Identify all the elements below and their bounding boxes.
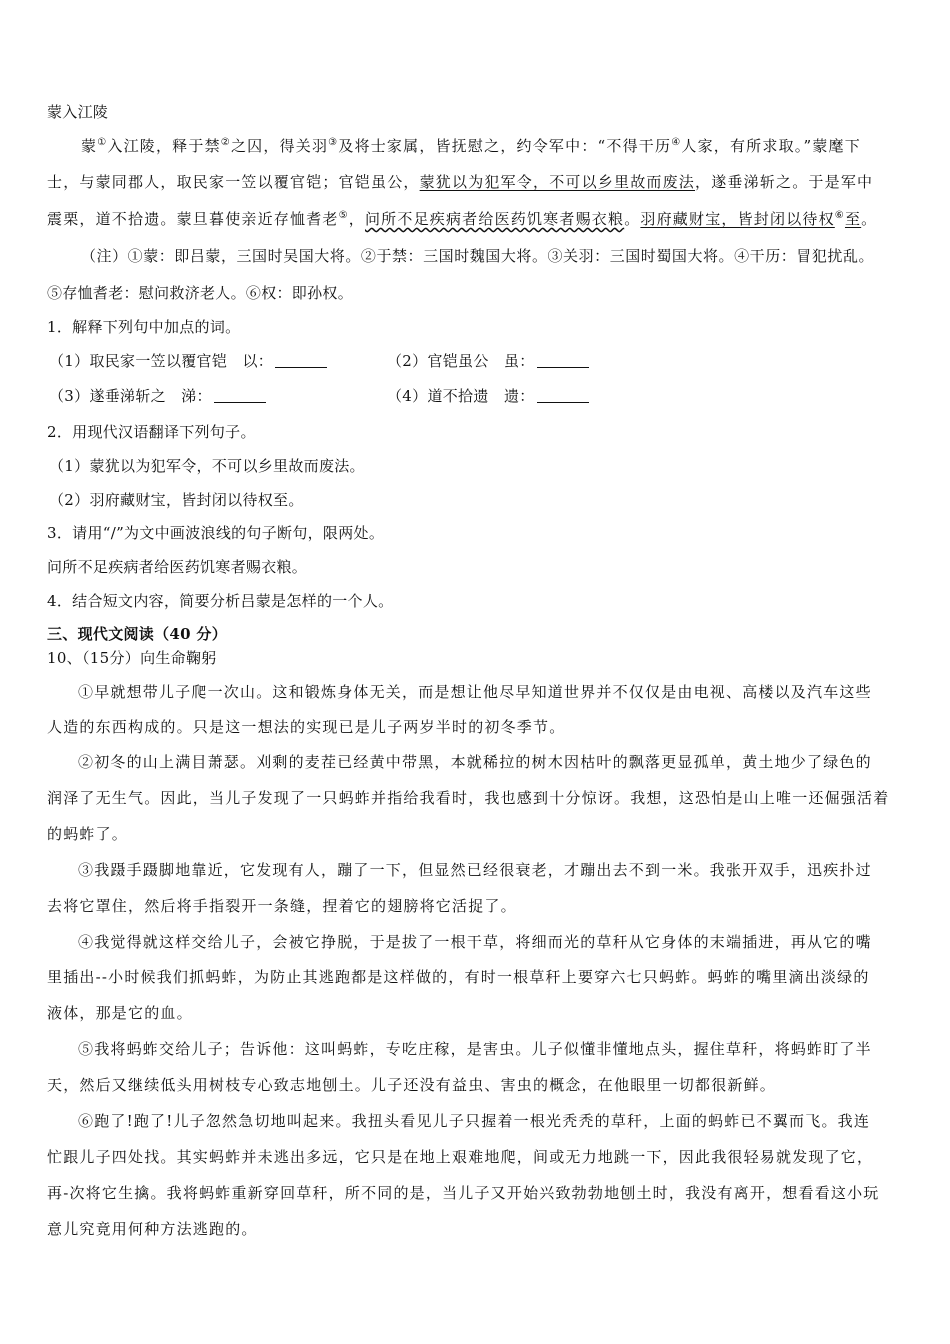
- question-1-2: （2）官铠虽公 虽：: [387, 351, 589, 371]
- passage-title: 蒙入江陵: [47, 103, 109, 121]
- question-2: 2．用现代汉语翻译下列句子。: [47, 423, 256, 441]
- article-p4-line3: 液体，那是它的血。: [47, 1004, 193, 1022]
- question-3-sentence: 问所不足疾病者给医药饥寒者赐衣粮。: [47, 558, 308, 576]
- underlined-sentence-2: 羽府藏财宝，皆封闭以待权: [640, 210, 835, 228]
- answer-blank-2[interactable]: [537, 353, 589, 368]
- article-p2-line3: 的蚂蚱了。: [47, 825, 129, 843]
- article-p4-line2: 里插出--小时候我们抓蚂蚱，为防止其逃跑都是这样做的，有时一根草秆上要穿六七只蚂蚱。蚂蚱的嘴里滴出淡绿的: [47, 968, 870, 986]
- answer-blank-1[interactable]: [275, 353, 327, 368]
- question-1-1: （1）取民家一笠以覆官铠 以：: [49, 351, 327, 371]
- note-line-2: ⑤存恤耆老：慰问救济老人。⑥权：即孙权。: [47, 284, 354, 302]
- article-p3-line1: ③我蹑手蹑脚地靠近，它发现有人，蹦了一下，但显然已经很衰老，才蹦出去不到一米。我张开双手，迅疾扑过: [78, 861, 872, 879]
- question-1: 1．解释下列句中加点的词。: [47, 318, 241, 336]
- article-p4-line1: ④我觉得就这样交给儿子，会被它挣脱，于是拔了一根干草，将细而光的草秆从它身体的末端插进，再从它的嘴: [78, 933, 872, 951]
- question-4: 4．结合短文内容，简要分析吕蒙是怎样的一个人。: [47, 592, 394, 610]
- question-2-1: （1）蒙犹以为犯军令，不可以乡里故而废法。: [49, 457, 365, 475]
- question-1-3: （3）遂垂涕斩之 涕：: [49, 386, 266, 406]
- article-p1-line1: ①早就想带儿子爬一次山。这和锻炼身体无关，而是想让他尽早知道世界并不仅仅是由电视、高楼以及汽车这些: [78, 683, 872, 701]
- passage-line-3: 震栗，道不拾遗。蒙旦暮使亲近存恤耆老⑤，问所不足疾病者给医药饥寒者赐衣粮。羽府藏财宝，皆封闭以待权⑥至。: [47, 210, 878, 228]
- article-p6-line2: 忙跟儿子四处找。其实蚂蚱并未逃出多远，它只是在地上艰难地爬，间或无力地跳一下，因此我很轻易就发现了它，: [47, 1148, 874, 1166]
- answer-blank-4[interactable]: [537, 388, 589, 403]
- passage-line-2: 士，与蒙同郡人，取民家一笠以覆官铠；官铠虽公，蒙犹以为犯军令，不可以乡里故而废法，遂垂涕斩之。于是军中: [47, 173, 874, 191]
- question-3: 3．请用“/”为文中画波浪线的句子断句，限两处。: [47, 524, 385, 542]
- article-p1-line2: 人造的东西构成的。只是这一想法的实现已是儿子两岁半时的初冬季节。: [47, 718, 566, 736]
- question-1-4: （4）道不拾遗 遗：: [387, 386, 589, 406]
- note-line-1: （注）①蒙：即吕蒙，三国时吴国大将。②于禁：三国时魏国大将。③关羽：三国时蜀国大将。④干历：冒犯扰乱。: [81, 247, 875, 265]
- underlined-sentence: 蒙犹以为犯军令，不可以乡里故而废法: [419, 173, 696, 191]
- article-p3-line2: 去将它罩住，然后将手指裂开一条缝，捏着它的翅膀将它活捉了。: [47, 897, 517, 915]
- answer-blank-3[interactable]: [214, 388, 266, 403]
- article-p2-line1: ②初冬的山上满目萧瑟。刈剩的麦茬已经黄中带黑，本就稀拉的树木因枯叶的飘落更显孤单，黄土地少了绿色的: [78, 753, 872, 771]
- question-10-title: 10、（15分）向生命鞠躬: [47, 649, 217, 667]
- section-heading: 三、现代文阅读（40 分）: [47, 625, 227, 643]
- article-p5-line1: ⑤我将蚂蚱交给儿子；告诉他：这叫蚂蚱，专吃庄稼，是害虫。儿子似懂非懂地点头，握住草秆，将蚂蚱盯了半: [78, 1040, 872, 1058]
- passage-line-1: 蒙①入江陵，释于禁②之囚，得关羽③及将士家属，皆抚慰之，约令军中：“不得干历④人家，有所求取。”蒙麾下: [81, 137, 861, 155]
- article-p2-line2: 润泽了无生气。因此，当儿子发现了一只蚂蚱并指给我看时，我也感到十分惊讶。我想，这恐怕是山上唯一还倔强活着: [47, 789, 890, 807]
- article-p6-line4: 意儿究竟用何种方法逃跑的。: [47, 1220, 258, 1238]
- article-p6-line3: 再-次将它生擒。我将蚂蚱重新穿回草秆，所不同的是，当儿子又开始兴致勃勃地刨土时，我没有离开，想看看这小玩: [47, 1184, 880, 1202]
- question-2-2: （2）羽府藏财宝，皆封闭以待权至。: [49, 491, 304, 509]
- article-p6-line1: ⑥跑了!跑了!儿子忽然急切地叫起来。我扭头看见儿子只握着一根光秃秃的草秆，上面的蚂蚱已不翼而飞。我连: [78, 1112, 871, 1130]
- article-p5-line2: 天，然后又继续低头用树枝专心致志地刨土。儿子还没有益虫、害虫的概念，在他眼里一切都很新鲜。: [47, 1076, 777, 1094]
- wavy-underlined-sentence: 问所不足疾病者给医药饥寒者赐衣粮: [364, 210, 625, 228]
